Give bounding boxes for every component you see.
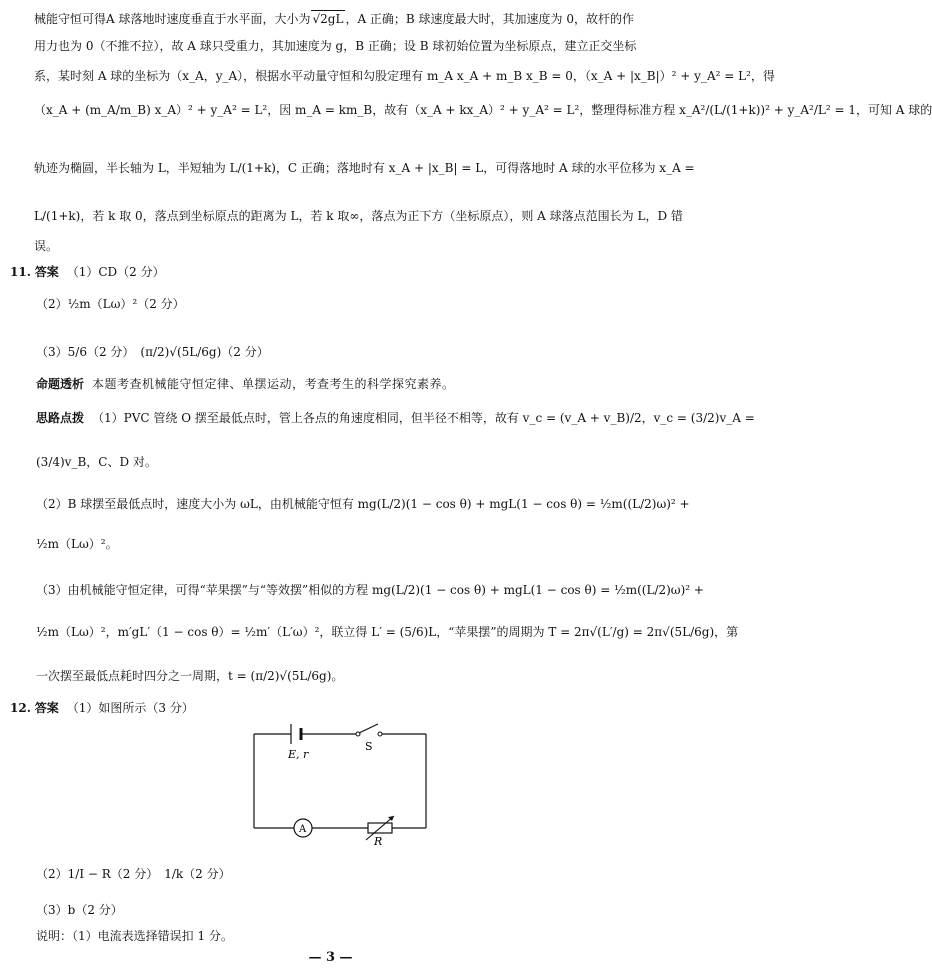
q10-line-5: 轨迹为椭圆，半长轴为 L，半短轴为 L/(1+k)，C 正确；落地时有 x_A + |x_B| = L，可得落地时 A 球的水平位移为 x_A =	[34, 161, 695, 175]
sqrt-2gL: √2gL	[312, 12, 344, 26]
q10-line-7: 误。	[34, 239, 59, 253]
q12-note: 说明：（1）电流表选择错误扣 1 分。	[36, 929, 233, 943]
switch-right-contact	[378, 732, 382, 736]
battery-label: E, r	[288, 748, 309, 761]
q11-hint-2: (3/4)v_B，C、D 对。	[36, 455, 157, 469]
q11-hint-1: 思路点拨 （1）PVC 管绕 O 摆至最低点时，管上各点的角速度相同，但半径不相等，故有 v_c = (v_A + v_B)/2，v_c = (3/2)v_A =	[36, 411, 755, 425]
q11-answer-2: （2）½m（Lω）²（2 分）	[36, 297, 185, 311]
q11-insight: 命题透析 本题考查机械能守恒定律、单摆运动，考查考生的科学探究素养。	[36, 377, 455, 391]
q11-answer-3: （3）5/6（2 分） (π/2)√(5L/6g)（2 分）	[36, 345, 269, 359]
q11-answer-header: 11. 答案 （1）CD（2 分）	[10, 265, 165, 279]
switch-blade	[359, 724, 378, 733]
q11-hint-6: ½m（Lω）²，m′gL′（1 − cos θ）= ½m′（L′ω）²，联立得 L′ = (5/6)L，“苹果摆”的周期为 T = 2π√(L′/g) = 2π√(5L/6g)，第	[36, 625, 739, 639]
q12-answer-3: （3）b（2 分）	[36, 903, 123, 917]
q11-hint-4: ½m（Lω）²。	[36, 537, 118, 551]
circuit-diagram	[244, 716, 434, 846]
q12-answer-header: 12. 答案 （1）如图所示（3 分）	[10, 701, 194, 715]
switch-label: S	[365, 740, 373, 753]
q10-line-2: 用力也为 0（不推不拉），故 A 球只受重力，其加速度为 g，B 正确；设 B 球初始位置为坐标原点，建立正交坐标	[34, 39, 637, 53]
resistor-label: R	[374, 835, 383, 848]
q11-hint-5: （3）由机械能守恒定律，可得“苹果摆”与“等效摆”相似的方程 mg(L/2)(1 − cos θ) + mgL(1 − cos θ) = ½m((L/2)ω)² +	[36, 583, 704, 597]
q11-hint-3: （2）B 球摆至最低点时，速度大小为 ωL，由机械能守恒有 mg(L/2)(1 − cos θ) + mgL(1 − cos θ) = ½m((L/2)ω)² +	[36, 497, 690, 511]
q10-line-3: 系，某时刻 A 球的坐标为（x_A，y_A），根据水平动量守恒和勾股定理有 m_A x_A + m_B x_B = 0，（x_A + |x_B|）² + y_A² = L²，得	[34, 69, 775, 83]
page-number: — 3 —	[308, 950, 353, 965]
ammeter-label: A	[299, 824, 307, 835]
q10-line-6: L/(1+k)，若 k 取 0，落点到坐标原点的距离为 L，若 k 取∞，落点为正下方（坐标原点），则 A 球落点范围长为 L，D 错	[34, 209, 683, 223]
q10-line-4: （x_A + (m_A/m_B) x_A）² + y_A² = L²，因 m_A = km_B，故有（x_A + kx_A）² + y_A² = L²，整理得标准方程 x_A²/(L/(1+k))² + y_A²/L² = 1，可知 A 球的	[34, 103, 932, 117]
q12-answer-2: （2）1/I − R（2 分） 1/k（2 分）	[36, 867, 231, 881]
q11-hint-7: 一次摆至最低点耗时四分之一周期，t = (π/2)√(5L/6g)。	[36, 669, 344, 683]
q10-line-1: 械能守恒可得A 球落地时速度垂直于水平面，大小为 √2gL ，A 正确；B 球速度最大时，其加速度为 0，故杆的作	[34, 12, 635, 26]
